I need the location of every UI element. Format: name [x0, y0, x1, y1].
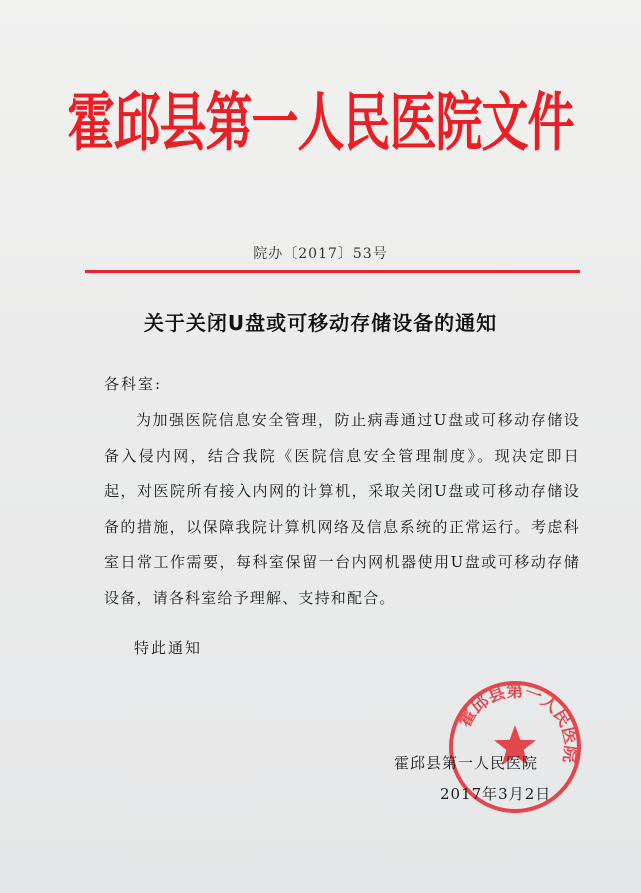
- notice-body: 为加强医院信息安全管理，防止病毒通过U盘或可移动存储设备入侵内网，结合我院《医院信息安全管理制度》。现决定即日起，对医院所有接入内网的计算机，采取关闭U盘或可移动存储设备的措施，以保障我院计算机网络及信息系统的正常运行。考虑科室日常工作需要，每科室保留一台内网机器使用U盘或可移动存储设备，请各科室给予理解、支持和配合。: [104, 411, 580, 607]
- issue-date: 2017年3月2日: [440, 785, 552, 803]
- issuer-name: 霍邱县第一人民医院: [394, 754, 539, 772]
- notice-title: 关于关闭U盘或可移动存储设备的通知: [143, 311, 498, 335]
- header-title: 霍邱县第一人民医院文件: [67, 86, 574, 161]
- closing-remark: 特此通知: [134, 639, 203, 657]
- seal-text: 霍邱县第一人民医院: [455, 681, 581, 764]
- document-number: 院办〔2017〕53号: [253, 246, 388, 262]
- salutation: 各科室:: [104, 375, 163, 393]
- header-divider: [85, 270, 580, 273]
